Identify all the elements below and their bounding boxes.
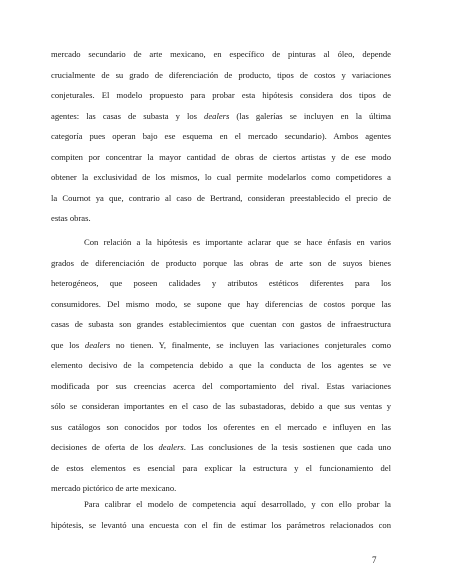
paragraph-line: de estos elementos es esencial para explicar la estructura y el funcionamiento del xyxy=(51,462,391,473)
paragraph-line: mercado pictórico de arte mexicano. xyxy=(51,483,177,493)
paragraph-line: estas obras. xyxy=(51,213,91,223)
paragraph-line: consumidores. Del mismo modo, se supone que hay diferencias de costos porque las xyxy=(51,298,391,309)
paragraph-line: Con relación a la hipótesis es importante aclarar que se hace énfasis en varios xyxy=(84,237,391,247)
paragraph-line: agentes: las casas de subasta y los dealers (las galerías se incluyen en la última xyxy=(51,110,391,121)
page-number: 7 xyxy=(372,555,377,565)
paragraph-3 xyxy=(51,494,391,535)
paragraph-line: decisiones de oferta de los dealers. Las conclusiones de la tesis sostienen que cada uno xyxy=(51,442,392,452)
paragraph-line: conjeturales. El modelo propuesto para probar esta hipótesis considera dos tipos de xyxy=(51,90,391,100)
paragraph-line: Para calibrar el modelo de competencia aquí desarrollado, y con ello probar la xyxy=(84,499,391,509)
paragraph-line: mercado secundario de arte mexicano, en específico de pinturas al óleo, depende xyxy=(51,49,391,59)
paragraph-line: la Cournot ya que, contrario al caso de Bertrand, consideran preestablecido el precio de xyxy=(51,192,391,203)
paragraph-line: hipótesis, se levantó una encuesta con el fin de estimar los parámetros relacionados con xyxy=(51,519,391,530)
paragraph-line: categoría pues operan bajo ese esquema en el mercado secundario). Ambos agentes xyxy=(51,131,391,141)
paragraph-line: sus catálogos son conocidos por todos los oferentes en el mercado e influyen en las xyxy=(51,421,391,432)
paragraph-line: modificada por sus creencias acerca del comportamiento del rival. Estas variaciones xyxy=(51,380,391,391)
paragraph-2 xyxy=(51,232,391,499)
paragraph-line: grados de diferenciación de producto porque las obras de arte son de suyos bienes xyxy=(51,257,391,268)
paragraph-1 xyxy=(51,44,391,229)
paragraph-line: que los dealers no tienen. Y, finalmente, se incluyen las variaciones conjeturales como xyxy=(51,339,391,350)
paragraph-line: heterogéneos, que poseen calidades y atributos estéticos diferentes para los xyxy=(51,278,391,288)
paragraph-line: casas de subasta son grandes establecimientos que cuentan con gastos de infraestructura xyxy=(51,319,391,329)
paragraph-line: obtener la exclusividad de los mismos, lo cual permite modelarlos como competidores a xyxy=(51,172,391,182)
paragraph-line: compiten por concentrar la mayor cantidad de obras de ciertos artistas y de ese modo xyxy=(51,151,391,162)
paragraph-line: crucialmente de su grado de diferenciación de producto, tipos de costos y variaciones xyxy=(51,69,391,80)
paragraph-line: sólo se consideran importantes en el caso de las subastadoras, debido a que sus ventas y xyxy=(51,401,391,411)
paragraph-line: elemento decisivo de la competencia debido a que la conducta de los agentes se ve xyxy=(51,360,391,370)
